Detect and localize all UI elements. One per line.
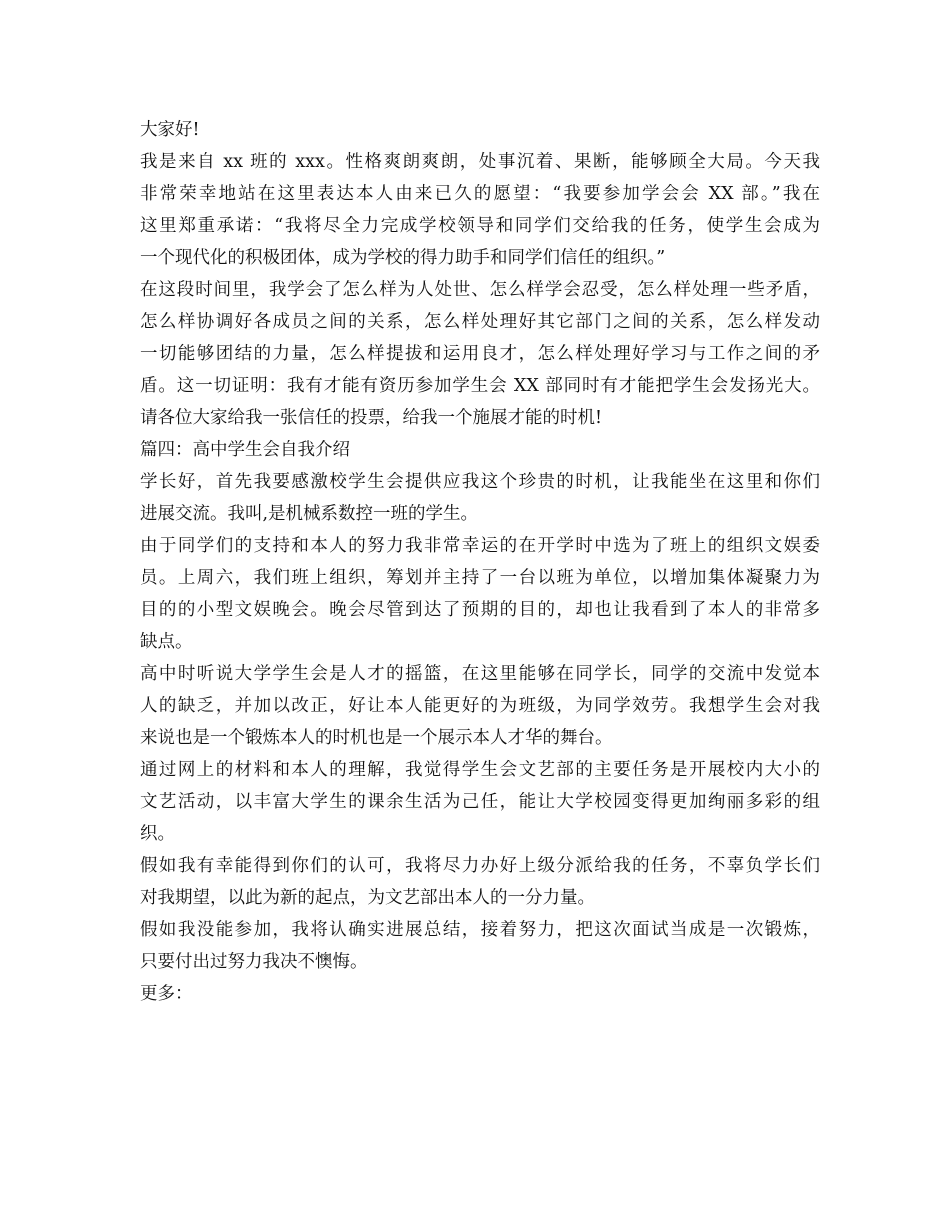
- text-line: 进展交流。我叫,是机械系数控一班的学生。: [140, 504, 479, 524]
- text-line: 篇四：高中学生会自我介绍: [140, 440, 350, 460]
- text-line: 缺点。: [140, 632, 193, 652]
- text-line: 人的缺乏，并加以改正，好让本人能更好的为班级，为同学效劳。我想学生会对我: [140, 696, 820, 716]
- text-line: 这里郑重承诺：“我将尽全力完成学校领导和同学们交给我的任务，使学生会成为: [140, 216, 820, 236]
- text-line: 非常荣幸地站在这里表达本人由来已久的愿望：“我要参加学会会 XX 部。”我在: [140, 184, 820, 204]
- text-line: 更多：: [140, 984, 193, 1004]
- text-line: 由于同学们的支持和本人的努力我非常幸运的在开学时中选为了班上的组织文娱委: [140, 536, 820, 556]
- text-line: 一个现代化的积极团体，成为学校的得力助手和同学们信任的组织。”: [140, 248, 666, 268]
- text-line: 请各位大家给我一张信任的投票，给我一个施展才能的时机!: [140, 408, 603, 428]
- text-line: 怎么样协调好各成员之间的关系，怎么样处理好其它部门之间的关系，怎么样发动: [140, 312, 820, 332]
- text-line: 目的的小型文娱晚会。晚会尽管到达了预期的目的，却也让我看到了本人的非常多: [140, 600, 820, 620]
- text-line: 对我期望，以此为新的起点，为文艺部出本人的一分力量。: [140, 888, 595, 908]
- text-line: 织。: [140, 824, 175, 844]
- text-line: 通过网上的材料和本人的理解，我觉得学生会文艺部的主要任务是开展校内大小的: [140, 760, 820, 780]
- text-line: 员。上周六，我们班上组织，筹划并主持了一台以班为单位，以增加集体凝聚力为: [140, 568, 820, 588]
- text-line: 盾。这一切证明：我有才能有资历参加学生会 XX 部同时有才能把学生会发扬光大。: [140, 376, 820, 396]
- text-line: 文艺活动，以丰富大学生的课余生活为己任，能让大学校园变得更加绚丽多彩的组: [140, 792, 820, 812]
- text-line: 一切能够团结的力量，怎么样提拔和运用良才，怎么样处理好学习与工作之间的矛: [140, 344, 820, 364]
- text-line: 在这段时间里，我学会了怎么样为人处世、怎么样学会忍受，怎么样处理一些矛盾，: [140, 280, 820, 300]
- text-line: 假如我没能参加，我将认确实进展总结，接着努力，把这次面试当成是一次锻炼，: [140, 920, 820, 940]
- text-line: 大家好!: [140, 120, 200, 140]
- text-line: 高中时听说大学学生会是人才的摇篮，在这里能够在同学长，同学的交流中发觉本: [140, 664, 820, 684]
- text-line: 我是来自 xx 班的 xxx。性格爽朗爽朗，处事沉着、果断，能够顾全大局。今天我: [140, 152, 820, 172]
- text-line: 学长好，首先我要感激校学生会提供应我这个珍贵的时机，让我能坐在这里和你们: [140, 472, 820, 492]
- text-line: 只要付出过努力我决不懊悔。: [140, 952, 368, 972]
- text-line: 来说也是一个锻炼本人的时机也是一个展示本人才华的舞台。: [140, 728, 613, 748]
- document-body: [140, 114, 820, 1010]
- text-line: 假如我有幸能得到你们的认可，我将尽力办好上级分派给我的任务，不辜负学长们: [140, 856, 820, 876]
